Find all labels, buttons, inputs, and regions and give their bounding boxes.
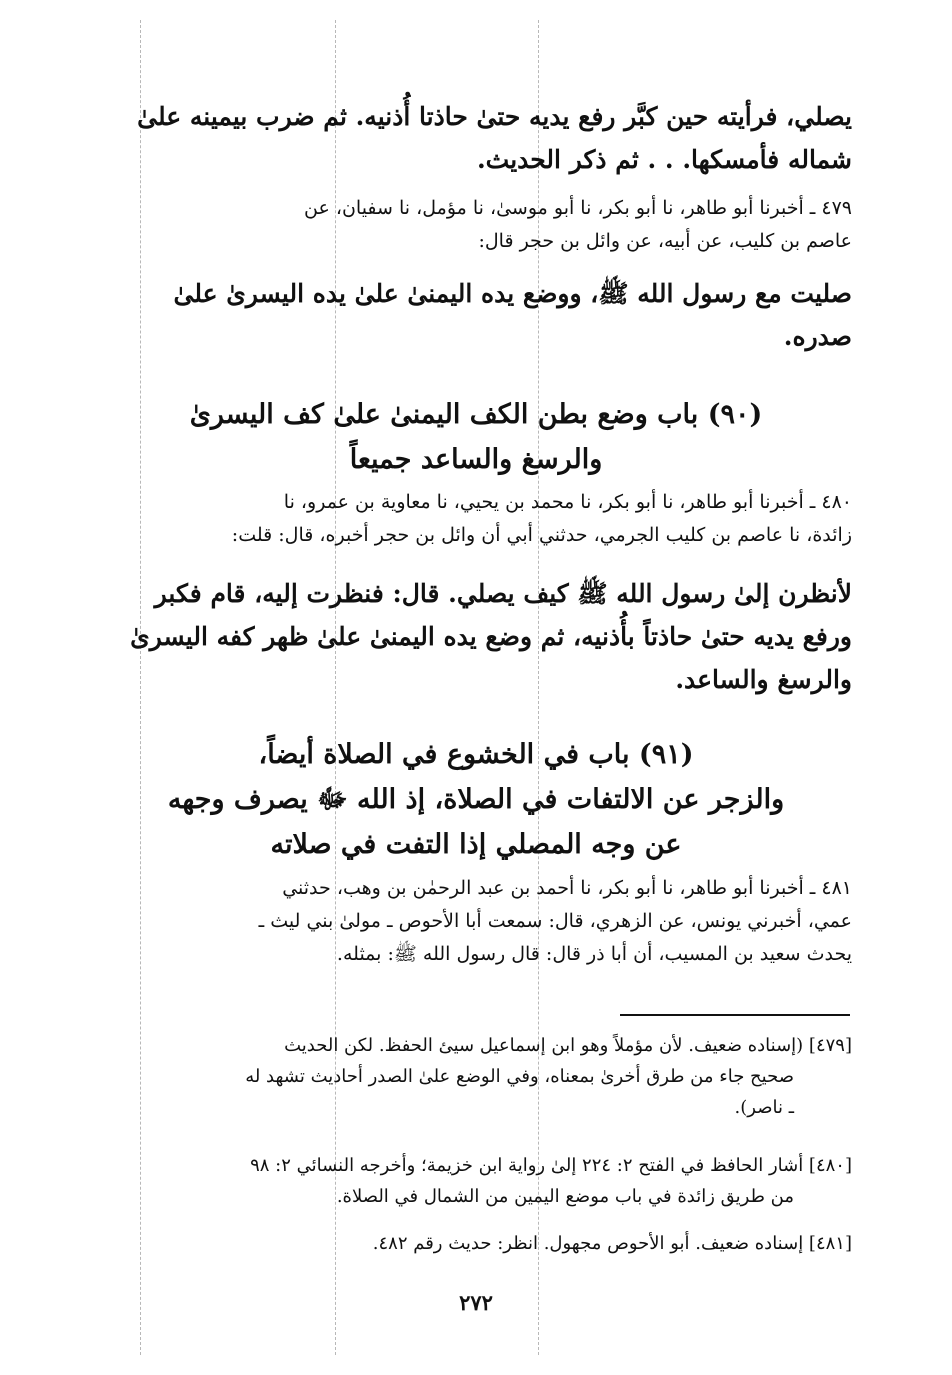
chapter-91-heading	[100, 732, 852, 867]
text-line: زائدة، نا عاصم بن كليب الجرمي، حدثني أبي أن وائل بن حجر أخبره، قال: قلت:	[231, 524, 852, 546]
heading-line: والزجر عن الالتفات في الصلاة، إذ الله ﷻ يصرف وجهه	[167, 784, 785, 815]
footnote-line: صحيح جاء من طرق أخرىٰ بمعناه، وفي الوضع علىٰ الصدر أحاديث تشهد له	[245, 1066, 794, 1087]
footnote-481	[100, 1228, 852, 1259]
text-line: يحدث سعيد بن المسيب، أن أبا ذر قال: قال رسول الله ﷺ: بمثله.	[336, 943, 852, 965]
footnote-line: [٤٧٩] (إسناده ضعيف. لأن مؤملاً وهو ابن إسماعيل سيئ الحفظ. لكن الحديث	[284, 1035, 852, 1056]
heading-line: (٩٠) باب وضع بطن الكف اليمنىٰ علىٰ كف اليسرىٰ	[189, 399, 763, 430]
heading-line: عن وجه المصلي إذا التفت في صلاته	[270, 829, 682, 860]
heading-line: (٩١) باب في الخشوع في الصلاة أيضاً،	[258, 739, 694, 770]
hadith-480-text	[100, 572, 852, 701]
page-number: ٢٧٢	[459, 1290, 493, 1315]
heading-line: والرسغ والساعد جميعاً	[349, 444, 603, 475]
footnote-line: من طريق زائدة في باب موضع اليمين من الشمال في الصلاة.	[336, 1186, 794, 1207]
footnote-divider	[620, 1014, 850, 1016]
hadith-479-text	[100, 272, 852, 358]
hadith-479-chain	[100, 192, 852, 258]
footnote-line: [٤٨٠] أشار الحافظ في الفتح ٢: ٢٢٤ إلىٰ رواية ابن خزيمة؛ وأخرجه النسائي ٢: ٩٨	[250, 1155, 852, 1176]
text-line: عاصم بن كليب، عن أبيه، عن وائل بن حجر قال:	[478, 230, 852, 252]
text-line: صليت مع رسول الله ﷺ، ووضع يده اليمنىٰ علىٰ يده اليسرىٰ علىٰ	[173, 279, 852, 308]
text-line: يصلي، فرأيته حين كبَّر رفع يديه حتىٰ حاذتا أُذنيه. ثم ضرب بيمينه علىٰ	[137, 102, 852, 131]
hadith-480-chain	[100, 486, 852, 552]
text-line: صدره.	[783, 322, 852, 351]
hadith-481-chain	[100, 872, 852, 971]
text-line: والرسغ والساعد.	[675, 665, 852, 694]
footnote-line: ـ ناصر).	[734, 1097, 794, 1118]
chapter-90-heading	[100, 392, 852, 482]
footnote-480	[100, 1150, 852, 1212]
text-line: ٤٨١ ـ أخبرنا أبو طاهر، نا أبو بكر، نا أحمد بن عبد الرحمٰن بن وهب، حدثني	[282, 877, 852, 899]
text-line: ورفع يديه حتىٰ حاذتاً بأُذنيه، ثم وضع يده اليمنىٰ علىٰ ظهر كفه اليسرىٰ	[130, 622, 852, 651]
text-line: لأنظرن إلىٰ رسول الله ﷺ كيف يصلي. قال: فنظرت إليه، قام فكبر	[154, 579, 852, 608]
text-line: شماله فأمسكها. . . ثم ذكر الحديث.	[476, 145, 852, 174]
text-line: عمي، أخبرني يونس، عن الزهري، قال: سمعت أبا الأحوص ـ مولىٰ بني ليث ـ	[258, 910, 852, 932]
hadith-478-continuation	[100, 95, 852, 181]
footnote-479	[100, 1030, 852, 1123]
footnote-line: [٤٨١] إسناده ضعيف. أبو الأحوص مجهول. انظر: حديث رقم ٤٨٢.	[372, 1233, 852, 1254]
text-line: ٤٨٠ ـ أخبرنا أبو طاهر، نا أبو بكر، نا محمد بن يحيي، نا معاوية بن عمرو، نا	[283, 491, 852, 513]
text-line: ٤٧٩ ـ أخبرنا أبو طاهر، نا أبو بكر، نا أبو موسىٰ، نا مؤمل، نا سفيان، عن	[303, 197, 852, 219]
